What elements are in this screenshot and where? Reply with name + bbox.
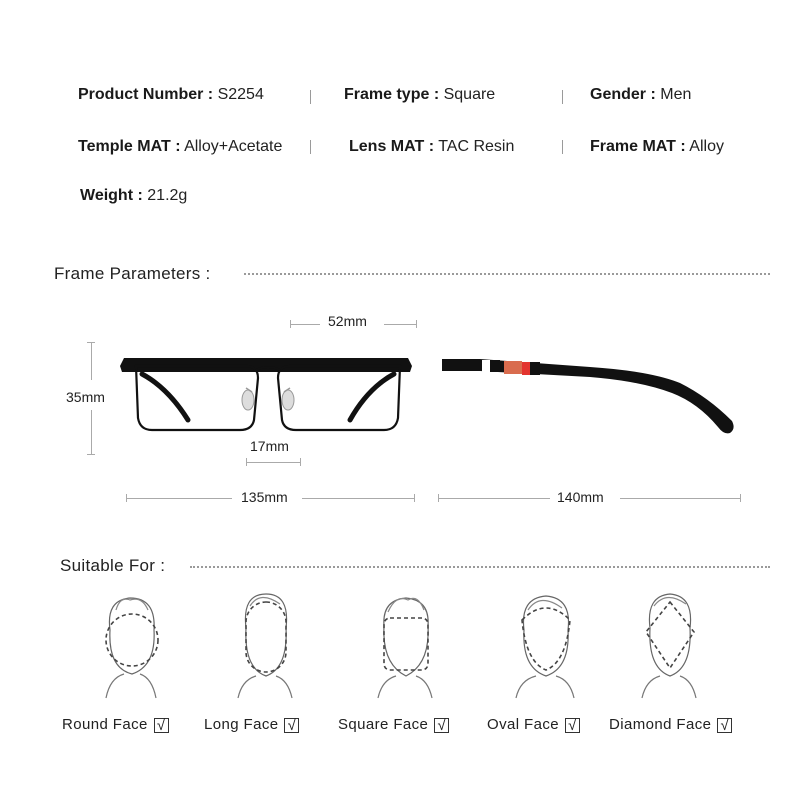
spec-value: 21.2g (147, 187, 188, 204)
spec-value: Alloy (689, 138, 724, 155)
checkmark-icon: √ (154, 718, 169, 733)
divider (310, 140, 311, 154)
temple-side-view (440, 355, 740, 435)
spec-gender (590, 86, 691, 104)
face-label: Square Face (338, 716, 429, 733)
square-face-icon (360, 590, 450, 700)
temple-stripe (522, 362, 530, 375)
dimension-tick (416, 320, 417, 328)
face-label: Long Face (204, 716, 279, 733)
dimension-tick (87, 454, 95, 455)
diamond-face-icon (624, 588, 714, 700)
checkmark-icon: √ (717, 718, 732, 733)
divider (562, 90, 563, 104)
temple-stripe (504, 361, 522, 374)
oval-face-icon (500, 590, 590, 700)
dimension-tick (300, 458, 301, 466)
checkmark-icon: √ (284, 718, 299, 733)
dimension-tick (87, 342, 95, 343)
bridge-width-label: 17mm (250, 438, 289, 454)
dimension-tick (126, 494, 127, 502)
section-divider (244, 273, 770, 275)
spec-label: Temple MAT : (78, 138, 181, 155)
spec-value: S2254 (217, 86, 264, 103)
face-option-diamond (609, 716, 732, 733)
section-divider (190, 566, 770, 568)
dimension-tick (414, 494, 415, 502)
spec-value: Alloy+Acetate (184, 138, 283, 155)
dimension-line (620, 498, 740, 499)
face-option-long (204, 716, 299, 733)
lens-width-label: 52mm (328, 313, 367, 329)
spec-product-number (78, 86, 264, 104)
temple-stripe (482, 360, 490, 372)
spec-lens-mat (349, 138, 514, 156)
spec-label: Product Number : (78, 86, 214, 103)
spec-frame-mat (590, 138, 724, 156)
spec-label: Lens MAT : (349, 138, 435, 155)
spec-label: Frame MAT : (590, 138, 686, 155)
face-label: Diamond Face (609, 716, 712, 733)
dimension-line (126, 498, 232, 499)
dimension-tick (290, 320, 291, 328)
spec-label: Weight : (80, 187, 143, 204)
dimension-line (302, 498, 414, 499)
spec-label: Gender : (590, 86, 656, 103)
spec-value: TAC Resin (438, 138, 515, 155)
checkmark-icon: √ (434, 718, 449, 733)
lens-height-label: 35mm (66, 389, 105, 405)
frame-width-label: 135mm (241, 489, 288, 505)
spec-value: Men (660, 86, 692, 103)
face-label: Round Face (62, 716, 148, 733)
face-option-square (338, 716, 449, 733)
dimension-line (384, 324, 416, 325)
glasses-front-view (118, 348, 418, 438)
divider (562, 140, 563, 154)
dimension-line (438, 498, 550, 499)
dimension-tick (740, 494, 741, 502)
spec-temple-mat (78, 138, 282, 156)
spec-weight (80, 187, 187, 205)
temple-stripe (490, 360, 500, 372)
suitable-for-title: Suitable For : (60, 556, 166, 575)
long-face-icon (220, 588, 310, 700)
temple-stripe (530, 362, 540, 375)
dimension-line (290, 324, 320, 325)
dimension-line (91, 410, 92, 454)
divider (310, 90, 311, 104)
dimension-line (91, 342, 92, 380)
face-option-round (62, 716, 169, 733)
temple-length-label: 140mm (557, 489, 604, 505)
frame-parameters-title: Frame Parameters : (54, 264, 211, 283)
face-label: Oval Face (487, 716, 559, 733)
dimension-line (246, 462, 300, 463)
dimension-tick (246, 458, 247, 466)
spec-label: Frame type : (344, 86, 440, 103)
face-option-oval (487, 716, 580, 733)
round-face-icon (86, 590, 176, 700)
checkmark-icon: √ (565, 718, 580, 733)
dimension-tick (438, 494, 439, 502)
spec-value: Square (443, 86, 496, 103)
spec-frame-type (344, 86, 495, 104)
